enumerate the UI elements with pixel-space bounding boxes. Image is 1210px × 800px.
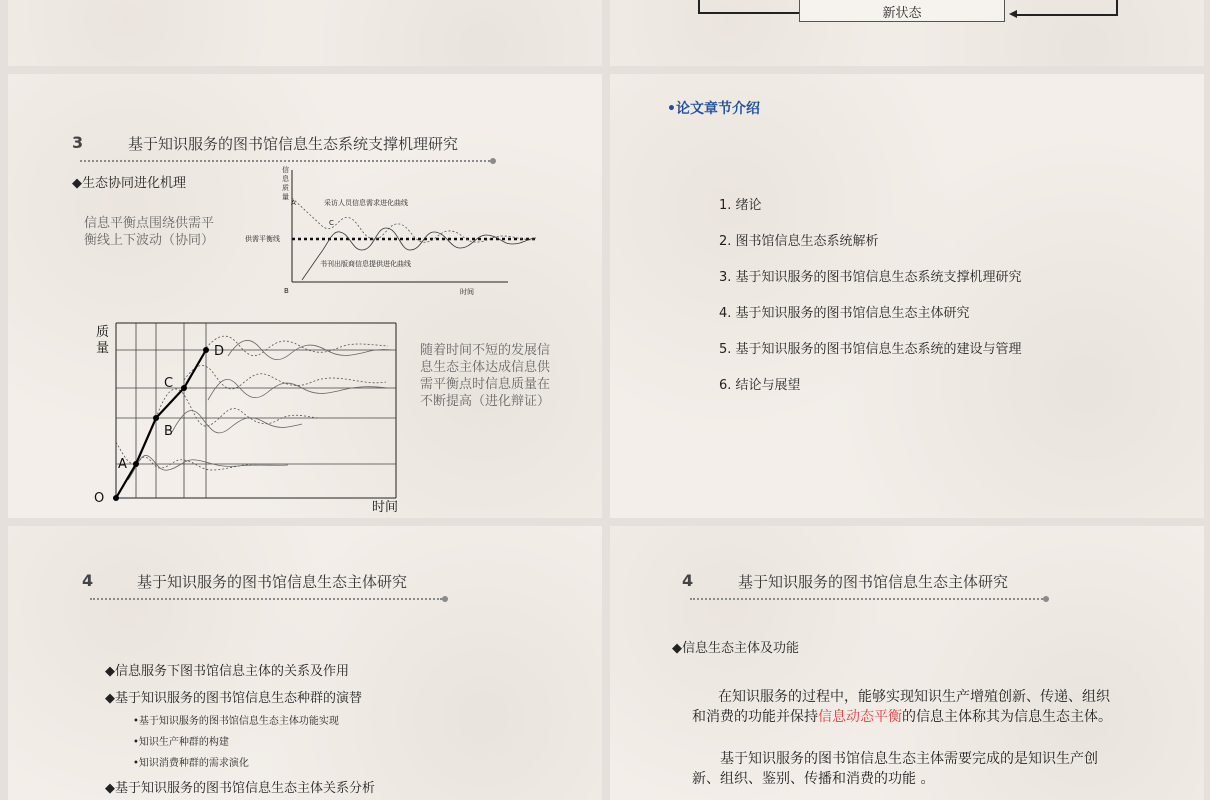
bullet-coevolution: ◆生态协同进化机理	[72, 176, 186, 191]
chart2-point-o	[113, 495, 119, 501]
paragraph-functions-line-1	[692, 749, 1162, 769]
slide-toc	[610, 74, 1204, 518]
toc-item-4[interactable]: 4. 基于知识服务的图书馆信息生态主体研究	[719, 306, 970, 321]
topic-item-1: ◆信息服务下图书馆信息主体的关系及作用	[105, 664, 349, 679]
diagram-right-connector	[1016, 0, 1118, 16]
chart1-y-label-1: 信	[282, 166, 289, 174]
chart2-label-a: A	[118, 457, 127, 472]
paragraph-functions-text-2: 新、组织、鉴别、传播和消费的功能 。	[692, 771, 935, 787]
chart2-y-label: 质量	[96, 325, 110, 356]
paragraph-definition-text-3: 的信息主体称其为信息生态主体。	[902, 709, 1112, 725]
paragraph-definition-line-2	[692, 707, 1162, 727]
section-title: 基于知识服务的图书馆信息生态系统支撑机理研究	[128, 135, 459, 153]
chart2-label-d: D	[214, 344, 225, 359]
paragraph-functions	[692, 749, 1162, 789]
chart2-point-c	[181, 385, 187, 391]
chart2-evolution-path	[116, 350, 206, 498]
chart2-x-label: 时间	[372, 500, 399, 514]
chart2-wave-5	[184, 365, 386, 389]
paragraph-definition	[692, 687, 1162, 727]
paragraph-definition-text-1: 在知识服务的过程中，能够实现知识生产增殖创新、传递、组织	[718, 689, 1110, 705]
subtopic-item-1: •基于知识服务的图书馆信息生态主体功能实现	[133, 716, 339, 727]
slide-section-3	[8, 74, 602, 518]
chart1-label-b: B	[284, 287, 289, 295]
diagram-left-connector	[698, 0, 800, 14]
chart2-wave-6	[208, 379, 388, 400]
chart2-label-b: B	[164, 424, 173, 439]
paragraph-definition-text-2: 和消费的功能并保持	[692, 709, 818, 725]
slide-top-right	[610, 0, 1204, 66]
section-number: 4	[82, 571, 94, 590]
chart2-wave-4	[172, 410, 302, 432]
note-balance: 信息平衡点围绕供需平衡线上下波动（协同）	[84, 216, 215, 248]
toc-item-5[interactable]: 5. 基于知识服务的图书馆信息生态系统的建设与管理	[719, 342, 1022, 357]
arrow-head-icon	[1009, 10, 1017, 18]
chart2-label-c: C	[164, 376, 174, 391]
chart1-x-label: 时间	[460, 288, 474, 296]
chart1-label-c: C	[329, 219, 334, 227]
bullet-subject-function: ◆信息生态主体及功能	[672, 641, 799, 656]
chart2-point-a	[133, 461, 139, 467]
toc-item-3[interactable]: 3. 基于知识服务的图书馆信息生态系统支撑机理研究	[719, 270, 1022, 285]
paragraph-functions-text-1: 基于知识服务的图书馆信息生态主体需要完成的是知识生产创	[720, 751, 1098, 767]
slide-top-left	[8, 0, 602, 66]
chart1-y-label-2: 息	[282, 175, 289, 183]
slide-section-4-overview	[8, 526, 602, 800]
topic-item-2: ◆基于知识服务的图书馆信息生态种群的演替	[105, 691, 362, 706]
slide-section-4-detail	[610, 526, 1204, 800]
chart1-y-label-4: 量	[282, 193, 289, 201]
quality-evolution-chart	[88, 320, 418, 514]
toc-item-1[interactable]: 1. 绪论	[719, 198, 762, 213]
toc-item-2[interactable]: 2. 图书馆信息生态系统解析	[719, 234, 879, 249]
highlight-dynamic-balance: 信息动态平衡	[818, 709, 902, 725]
chart1-label-a: A	[291, 199, 296, 207]
subtopic-item-2: •知识生产种群的构建	[133, 737, 229, 748]
chart1-demand-label: 采访人员信息需求进化曲线	[324, 199, 408, 207]
subtopic-item-3: •知识消费种群的需求演化	[133, 758, 249, 769]
paragraph-functions-line-2	[692, 769, 1162, 789]
new-state-box	[799, 0, 1005, 22]
chart1-y-label-3: 质	[282, 184, 289, 192]
chart1-supply-label: 书刊出版商信息提供进化曲线	[320, 260, 411, 268]
chart2-label-o: O	[94, 491, 105, 506]
topic-item-3: ◆基于知识服务的图书馆信息生态主体关系分析	[105, 781, 375, 796]
chart1-balance-label: 供需平衡线	[245, 235, 280, 243]
section-title: 基于知识服务的图书馆信息生态主体研究	[738, 573, 1009, 591]
chart2-wave-2	[128, 455, 288, 480]
chart2-point-b	[153, 415, 159, 421]
section-number: 4	[682, 571, 694, 590]
toc-heading: •论文章节介绍	[667, 101, 760, 117]
title-divider	[90, 598, 442, 600]
chart2-wave-3	[156, 389, 318, 426]
chart2-point-d	[203, 347, 209, 353]
title-divider	[690, 598, 1043, 600]
chart2-wave-7	[206, 336, 388, 356]
new-state-label: 新状态	[882, 6, 922, 21]
section-title: 基于知识服务的图书馆信息生态主体研究	[137, 573, 408, 591]
balance-chart	[236, 162, 546, 298]
section-number: 3	[72, 133, 84, 152]
paragraph-definition-line-1	[692, 687, 1162, 707]
toc-item-6[interactable]: 6. 结论与展望	[719, 378, 801, 393]
note-evolution: 随着时间不短的发展信息生态主体达成信息供需平衡点时信息质量在不断提高（进化辩证）	[420, 343, 551, 409]
